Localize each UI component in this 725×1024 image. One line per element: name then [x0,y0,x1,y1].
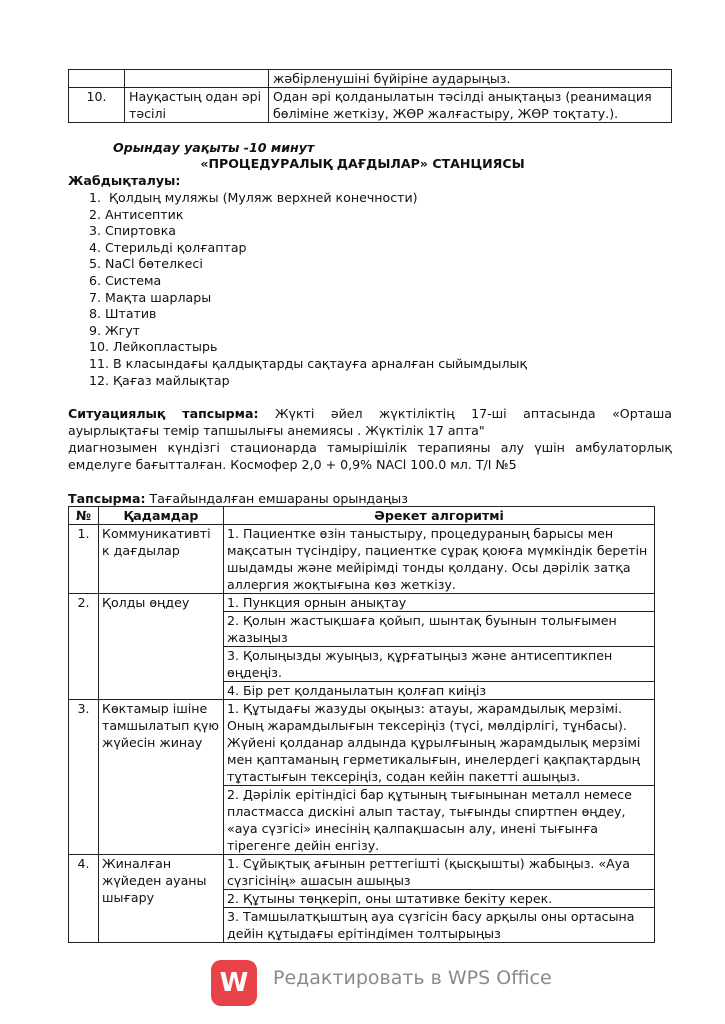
step-number: 4. [69,855,99,943]
wps-logo-icon: W [211,960,257,1006]
equipment-heading: Жабдықталуы: [68,173,181,188]
step-action: 4. Бір рет қолданылатын қолғап киіңіз [224,682,655,700]
step-action: жәбірленушіні бүйіріне аударыңыз. [269,70,672,88]
step-name: Жиналған жүйеден ауаны шығару [99,855,224,943]
table-header-row [69,507,655,525]
station-title: «ПРОЦЕДУРАЛЫҚ ДАҒДЫЛАР» СТАНЦИЯСЫ [200,156,525,171]
step-name: Коммуникативті к дағдылар [99,525,224,594]
situation-paragraph [68,405,672,439]
step-action: 2. Құтыны төңкеріп, оны штативке бекіту керек. [224,890,655,908]
list-item: 8. Штатив [89,306,157,322]
step-number: 1. [69,525,99,594]
list-item: 4. Стерильді қолғаптар [89,239,247,255]
situation-paragraph-2: диагнозымен күндізгі стационарда тамырішілік терапияны алу үшін амбулаторлық емделуге бағытталған. Космофер 2,0 + 0,9% NACl 100.0 мл. Т/І №5 [68,440,672,472]
step-name [125,70,269,88]
step-number: 2. [69,594,99,700]
step-name: Қолды өңдеу [99,594,224,700]
list-item: 9. Жгут [89,322,140,338]
step-number: 3. [69,700,99,855]
table-row [69,855,655,890]
step-number [69,70,125,88]
step-name: Көктамыр ішіне тамшылатып қүю жүйесін жинау [99,700,224,855]
column-header-number: № [69,507,99,525]
procedure-steps-table [68,506,655,943]
list-item: 12. Қағаз майлықтар [89,372,230,388]
step-action: 3. Тамшылатқыштың ауа сүзгісін басу арқылы оны ортасына дейін құтыдағы ерітіндімен толтырыңыз [224,908,655,943]
list-item: 2. Антисептик [89,206,184,222]
task-text: Тағайындалған емшараны орындаңыз [145,491,408,506]
situation-task [68,405,672,473]
table-row [69,700,655,786]
step-action: 1. Пациентке өзін таныстыру, процедураның барысы мен мақсатын түсіндіру, пациентке сұрақ қоюға мүмкіндік беретін шыдамды және мейірімді тонды қолдану. Осы дәрілік затқа аллергия жоқтығына көз жеткізу. [224,525,655,594]
step-action: 2. Дәрілік ерітіндісі бар құтының тығынынан металл немесе пластмасса дискіні алып тастау, тығынды спиртпен өңдеу, «ауа сүзгісі» инесінің қалпақшасын алу, инені тығынға тірегенге дейін енгізу. [224,786,655,855]
task-line [68,490,408,507]
step-name: Науқастың одан әрі тәсілі [125,88,269,123]
list-item: 5. NaCl бөтелкесі [89,256,203,272]
step-action: 3. Қолыңызды жуыңыз, құрғатыңыз және антисептикпен өңдеңіз. [224,647,655,682]
time-note: Орындау уақыты -10 минут [113,140,315,155]
step-action: 1. Пункция орнын анықтау [224,594,655,612]
list-item: 6. Система [89,272,162,288]
table-row [69,70,672,88]
situation-label: Ситуациялық тапсырма: [68,406,259,421]
column-header-steps: Қадамдар [99,507,224,525]
previous-steps-table [68,69,672,123]
table-row [69,525,655,594]
list-item: 10. Лейкопластырь [89,339,218,355]
table-row [69,88,672,123]
step-action: 2. Қолын жастықшаға қойып, шынтақ буынын толығымен жазыңыз [224,612,655,647]
step-action: 1. Құтыдағы жазуды оқыңыз: атауы, жарамдылық мерзімі. Оның жарамдылығын тексеріңіз (түсі, мөлдірлігі, тұнбасы). Жүйені қолданар алдында құрылғының жарамдылық мерзімі мен қаптаманың герметикалығын, инелердегі қақпақтардың тұтастығын тексеріңіз, содан кейін пакетті ашыңыз. [224,700,655,786]
list-item: 11. В класындағы қалдықтарды сақтауға арналған сыйымдылық [89,355,528,371]
situation-text: Жүкті әйел жүктіліктің 17-ші аптасында «Орташа ауырлықтағы темір тапшылығы анемиясы . Жүктілік 17 апта" [68,406,672,438]
list-item: 1. Қолдың муляжы (Муляж верхней конечности) [89,190,418,205]
edit-in-wps-button[interactable] [211,958,552,1008]
step-action: 1. Сұйықтық ағынын реттегішті (қысқышты) жабыңыз. «Ауа сүзгісінің» ашасын ашыңыз [224,855,655,890]
column-header-action: Әрекет алгоритмі [224,507,655,525]
task-label: Тапсырма: [68,491,146,506]
edit-in-wps-label: Редактировать в WPS Office [273,967,552,989]
list-item: 3. Спиртовка [89,223,177,239]
step-action: Одан әрі қолданылатын тәсілді анықтаңыз (реанимация бөліміне жеткізу, ЖӨР жалғастыру, ЖӨР тоқтату.). [269,88,672,123]
equipment-list [89,189,527,388]
list-item: 7. Мақта шарлары [89,289,212,305]
step-number: 10. [69,88,125,123]
table-row [69,594,655,612]
